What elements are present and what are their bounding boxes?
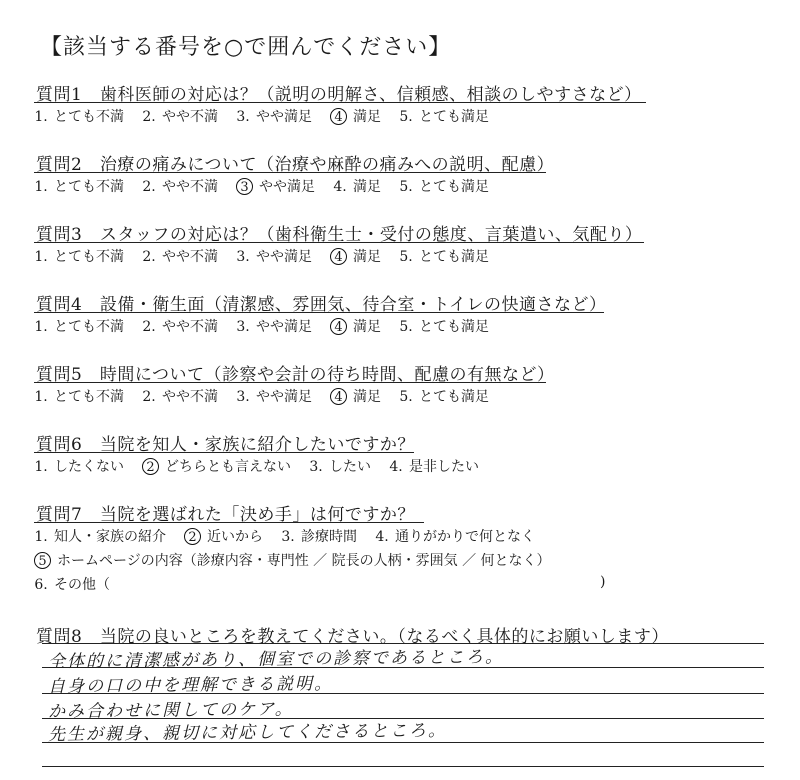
option-number: 2. — [142, 179, 156, 195]
question-underline — [34, 522, 424, 523]
circled-number: 4 — [330, 318, 347, 335]
option-item[interactable] — [281, 526, 357, 546]
option-number: 5. — [399, 179, 413, 195]
option-item[interactable] — [34, 246, 124, 266]
options-row — [34, 386, 507, 406]
question-title: 質問2 治療の痛みについて（治療や麻酔の痛みへの説明、配慮） — [36, 155, 555, 175]
option-number: 2. — [142, 249, 156, 265]
option-label: やや満足 — [256, 109, 312, 125]
option-number: 3. — [236, 389, 250, 405]
circled-number: 4 — [330, 108, 347, 125]
option-item[interactable] — [142, 106, 218, 126]
option-item[interactable] — [34, 526, 166, 546]
option-label: やや不満 — [162, 319, 218, 335]
option-number: 2. — [142, 319, 156, 335]
question-title: 質問5 時間について（診察や会計の待ち時間、配慮の有無など） — [36, 365, 555, 385]
answer-line — [42, 766, 764, 767]
handwritten-answer: 自身の口の中を理解できる説明。 — [47, 674, 334, 697]
option-number: 6. — [34, 577, 48, 593]
option-item[interactable] — [236, 316, 312, 336]
option-item[interactable] — [34, 176, 124, 196]
option-item[interactable] — [333, 176, 381, 196]
option-label: やや満足 — [256, 389, 312, 405]
option-item[interactable] — [236, 246, 312, 266]
question-underline — [34, 382, 546, 383]
option-number: 3. — [236, 319, 250, 335]
question-title: 質問7 当院を選ばれた「決め手」は何ですか？ — [36, 505, 415, 525]
question-title: 質問4 設備・衛生面（清潔感、雰囲気、待合室・トイレの快適さなど） — [36, 295, 607, 315]
option-label: とても満足 — [419, 319, 489, 335]
option-label: とても満足 — [419, 389, 489, 405]
option-number: 1. — [34, 459, 48, 475]
question-underline — [34, 172, 546, 173]
option-number: 5. — [399, 109, 413, 125]
option-label: ホームページの内容（診療内容・専門性 ／ 院長の人柄・雰囲気 ／ 何となく） — [57, 553, 551, 569]
option-label: やや不満 — [162, 389, 218, 405]
option-item[interactable] — [142, 176, 218, 196]
option-item[interactable] — [399, 106, 489, 126]
option-item[interactable] — [389, 456, 479, 476]
circled-number: 3 — [236, 178, 253, 195]
option-label: やや不満 — [162, 109, 218, 125]
option-item[interactable] — [330, 106, 381, 126]
question-title: 質問1 歯科医師の対応は？（説明の明解さ、信頼感、相談のしやすさなど） — [36, 85, 642, 105]
option-number: 1. — [34, 109, 48, 125]
option-number: 3. — [281, 529, 295, 545]
options-row — [34, 574, 128, 594]
option-label: 満足 — [353, 179, 381, 195]
option-number: 4. — [389, 459, 403, 475]
question-title: 質問6 当院を知人・家族に紹介したいですか？ — [36, 435, 415, 455]
option-number: 1. — [34, 319, 48, 335]
option-label: 満足 — [353, 109, 381, 125]
option-label: その他（ — [54, 577, 110, 593]
question-underline — [34, 242, 644, 243]
handwritten-answer: 全体的に清潔感があり、個室での診察であるところ。 — [47, 647, 505, 672]
option-number: 1. — [34, 529, 48, 545]
options-row — [34, 246, 507, 266]
option-number: 1. — [34, 249, 48, 265]
option-label: 満足 — [353, 319, 381, 335]
option-item[interactable] — [184, 526, 263, 546]
options-row — [34, 550, 569, 570]
option-label: どちらとも言えない — [165, 459, 291, 475]
option-number: 5. — [399, 319, 413, 335]
option-item[interactable] — [34, 386, 124, 406]
option-item[interactable] — [34, 574, 110, 594]
option-item[interactable] — [375, 526, 535, 546]
option-item[interactable] — [330, 386, 381, 406]
option-label: 通りがかりで何となく — [395, 529, 535, 545]
option-number: 3. — [236, 249, 250, 265]
close-paren: ) — [600, 574, 606, 590]
option-label: 近いから — [207, 529, 263, 545]
page-title: 【該当する番号を○で囲んでください】 — [40, 35, 452, 60]
handwritten-answer: かみ合わせに関してのケア。 — [47, 699, 294, 722]
option-label: やや不満 — [162, 249, 218, 265]
options-row — [34, 176, 507, 196]
circled-number: 4 — [330, 388, 347, 405]
options-row — [34, 316, 507, 336]
options-row — [34, 456, 497, 476]
option-label: したい — [329, 459, 371, 475]
option-item[interactable] — [399, 176, 489, 196]
option-number: 4. — [375, 529, 389, 545]
options-row — [34, 526, 553, 546]
question-underline — [34, 102, 646, 103]
option-label: とても不満 — [54, 179, 124, 195]
option-label: とても満足 — [419, 249, 489, 265]
option-item[interactable] — [309, 456, 371, 476]
option-number: 2. — [142, 389, 156, 405]
option-label: とても不満 — [54, 249, 124, 265]
option-label: とても満足 — [419, 179, 489, 195]
option-number: 4. — [333, 179, 347, 195]
option-item[interactable] — [330, 246, 381, 266]
question-underline — [34, 312, 604, 313]
option-item[interactable] — [399, 386, 489, 406]
option-number: 1. — [34, 179, 48, 195]
option-label: とても不満 — [54, 109, 124, 125]
option-item[interactable] — [34, 456, 124, 476]
option-label: やや満足 — [256, 249, 312, 265]
option-number: 3. — [236, 109, 250, 125]
option-item[interactable] — [142, 386, 218, 406]
question-underline — [34, 452, 414, 453]
option-item[interactable] — [399, 246, 489, 266]
option-label: 知人・家族の紹介 — [54, 529, 166, 545]
option-label: やや不満 — [162, 179, 218, 195]
question-title: 質問3 スタッフの対応は？（歯科衛生士・受付の態度、言葉遣い、気配り） — [36, 225, 643, 245]
option-label: やや満足 — [259, 179, 315, 195]
option-item[interactable] — [34, 550, 551, 570]
option-item[interactable] — [34, 316, 124, 336]
option-label: 満足 — [353, 249, 381, 265]
question-title: 質問8 当院の良いところを教えてください。（なるべく具体的にお願いします） — [36, 627, 669, 647]
option-item[interactable] — [34, 106, 124, 126]
option-label: したくない — [54, 459, 124, 475]
option-label: 是非したい — [409, 459, 479, 475]
options-row — [34, 106, 507, 126]
option-label: やや満足 — [256, 319, 312, 335]
option-item[interactable] — [142, 456, 291, 476]
option-item[interactable] — [236, 386, 312, 406]
circled-number: 4 — [330, 248, 347, 265]
option-label: とても不満 — [54, 389, 124, 405]
circled-number: 5 — [34, 552, 51, 569]
handwritten-answer: 先生が親身、親切に対応してくださるところ。 — [47, 720, 448, 745]
option-label: 満足 — [353, 389, 381, 405]
circled-number: 2 — [142, 458, 159, 475]
option-item[interactable] — [142, 316, 218, 336]
option-label: とても満足 — [419, 109, 489, 125]
option-label: 診療時間 — [301, 529, 357, 545]
option-label: とても不満 — [54, 319, 124, 335]
option-item[interactable] — [236, 106, 312, 126]
option-number: 5. — [399, 249, 413, 265]
option-number: 1. — [34, 389, 48, 405]
circled-number: 2 — [184, 528, 201, 545]
option-number: 2. — [142, 109, 156, 125]
option-item[interactable] — [236, 176, 315, 196]
option-item[interactable] — [142, 246, 218, 266]
option-number: 3. — [309, 459, 323, 475]
option-number: 5. — [399, 389, 413, 405]
option-item[interactable] — [330, 316, 381, 336]
option-item[interactable] — [399, 316, 489, 336]
